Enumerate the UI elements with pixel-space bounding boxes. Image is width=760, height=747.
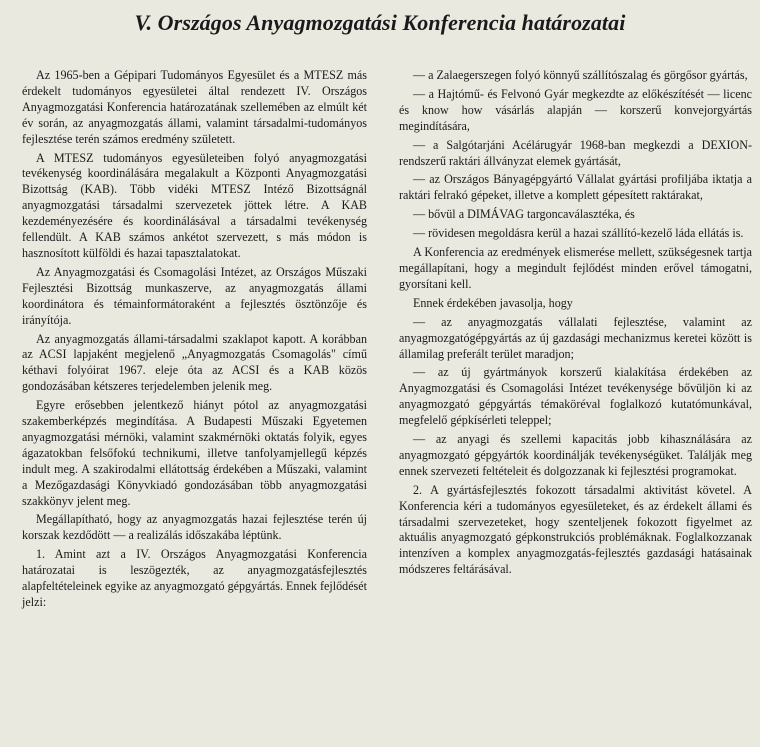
list-item: — az új gyártmányok korszerű kialakítása érdekében az Anyagmozgatási és Csomagolási Intézet tevékenysége bővüljön ki az anyagmozgató gépgyártás témaköréval foglalkozó kutatómunkával, megfelelő gépkísérleti teleppel; bbox=[399, 365, 752, 428]
list-item: — bővül a DIMÁVAG targoncaválasztéka, és bbox=[413, 207, 635, 222]
paragraph: 1. Amint azt a IV. Országos Anyagmozgatási Konferencia határozatai is leszögezték, az anyagmozgatásfejlesztés alapfeltételeinek egyike az anyagmozgató gépgyártás. Ennek fejlődését jelzi: bbox=[22, 547, 367, 609]
list-item: — rövidesen megoldásra kerül a hazai szállító-kezelő láda ellátás is. bbox=[413, 226, 744, 241]
list-item: — a Hajtómű- és Felvonó Gyár megkezdte az előkészítését — licenc és know how vásárlás alapján — korszerű konvejorgyártás megindítására, bbox=[399, 86, 752, 133]
paragraph: Ennek érdekében javasolja, hogy bbox=[413, 295, 573, 310]
list-item: — az anyagmozgatás vállalati fejlesztése, valamint az anyagmozgatógépgyártás az új gazdasági mechanizmus keretei között is államilag preferált terület maradjon; bbox=[399, 314, 752, 361]
left-column bbox=[22, 68, 367, 614]
paragraph: Az 1965-ben a Gépipari Tudományos Egyesület és a MTESZ más érdekelt tudományos egyesületei által rendezett IV. Országos Anyagmozgatási Konferencia határozatának szellemében az elmúlt két év során, az anyagmozgatás állami, valamint társadalmi-tudományos fejlesztése terén számos eredmény született. bbox=[22, 68, 367, 146]
list-item: — az Országos Bányagépgyártó Vállalat gyártási profiljába iktatja a raktári felrakó gépeket, illetve a komplett gépesített raktárakat, bbox=[399, 172, 752, 203]
list-item: — a Salgótarjáni Acélárugyár 1968-ban megkezdi a DEXION-rendszerű raktári állványzat elemek gyártását, bbox=[399, 137, 752, 168]
paragraph: 2. A gyártásfejlesztés fokozott társadalmi aktivitást követel. A Konferencia kéri a tudományos egyesületeket, és az érdekelt állami és társadalmi szervezeteket, hogy szenteljenek fokozott figyelmet az aktuális anyagmozgató gépkonstrukciós problémáknak. Foglalkozzanak intenzíven a komplex anyagmozgatás-fejlesztés gazdasági hatásainak módszeres feltárásával. bbox=[399, 482, 752, 577]
paragraph: Az Anyagmozgatási és Csomagolási Intézet, az Országos Műszaki Fejlesztési Bizottság munkaszerve, az anyagmozgatás állami koordinátora és témainformátoraként a fejlesztés ösztönzője és irányítója. bbox=[22, 264, 367, 327]
paragraph: Megállapítható, hogy az anyagmozgatás hazai fejlesztése terén új korszak kezdődött — a realizálás időszakába léptünk. bbox=[22, 512, 367, 543]
right-column bbox=[399, 68, 752, 581]
page-title: V. Országos Anyagmozgatási Konferencia határozatai bbox=[134, 10, 626, 35]
paragraph: A Konferencia az eredmények elismerése mellett, szükségesnek tartja megállapítani, hogy a megindult fejlődést minden erővel támogatni, gyorsítani kell. bbox=[399, 245, 752, 291]
paragraph: Egyre erősebben jelentkező hiányt pótol az anyagmozgatási szakemberképzés megindítása. A Budapesti Műszaki Egyetemen anyagmozgatási mérnöki, valamint szakmérnöki oktatás folyik, egyes ágazatokban felsőfokú technikumi, illetve tanfolyamjellegű képzés indult meg. A szakirodalmi ellátottság érdekében a Műszaki, valamint a Mezőgazdasági Könyvkiadó gondozásában több anyagmozgatási szakkönyv jelent meg. bbox=[22, 398, 367, 508]
list-item: — az anyagi és szellemi kapacitás jobb kihasználására az anyagmozgató gépgyártók koordinálják tevékenységüket. Találják meg ennek szervezeti feltételeit és dolgozzanak ki fejlesztési programokat. bbox=[399, 432, 752, 478]
list-item: — a Zalaegerszegen folyó könnyű szállítószalag és görgősor gyártás, bbox=[413, 68, 748, 82]
paragraph: Az anyagmozgatás állami-társadalmi szaklapot kapott. A korábban az ACSI lapjaként megjelenő „Anyagmozgatás Csomagolás" című kéthavi folyóirat 1967. eleje óta az ACSI és a KAB közös gondozásában kétszeres terjedelemben jelenik meg. bbox=[22, 331, 367, 394]
paragraph: A MTESZ tudományos egyesületeiben folyó anyagmozgatási tevékenység koordinálására megalakult a Központi Anyagmozgatási Bizottság (KAB). Több vidéki MTESZ Intéző Bizottságnál anyagmozgatási társadalmi szervezetek jöttek létre. A KAB kezdeményezésére és koordinálásával a társadalmi tevékenység fellendült. A KAB számos ankétot szervezett, s más módon is hasznosított külföldi és hazai tapasztalatokat. bbox=[22, 150, 367, 260]
